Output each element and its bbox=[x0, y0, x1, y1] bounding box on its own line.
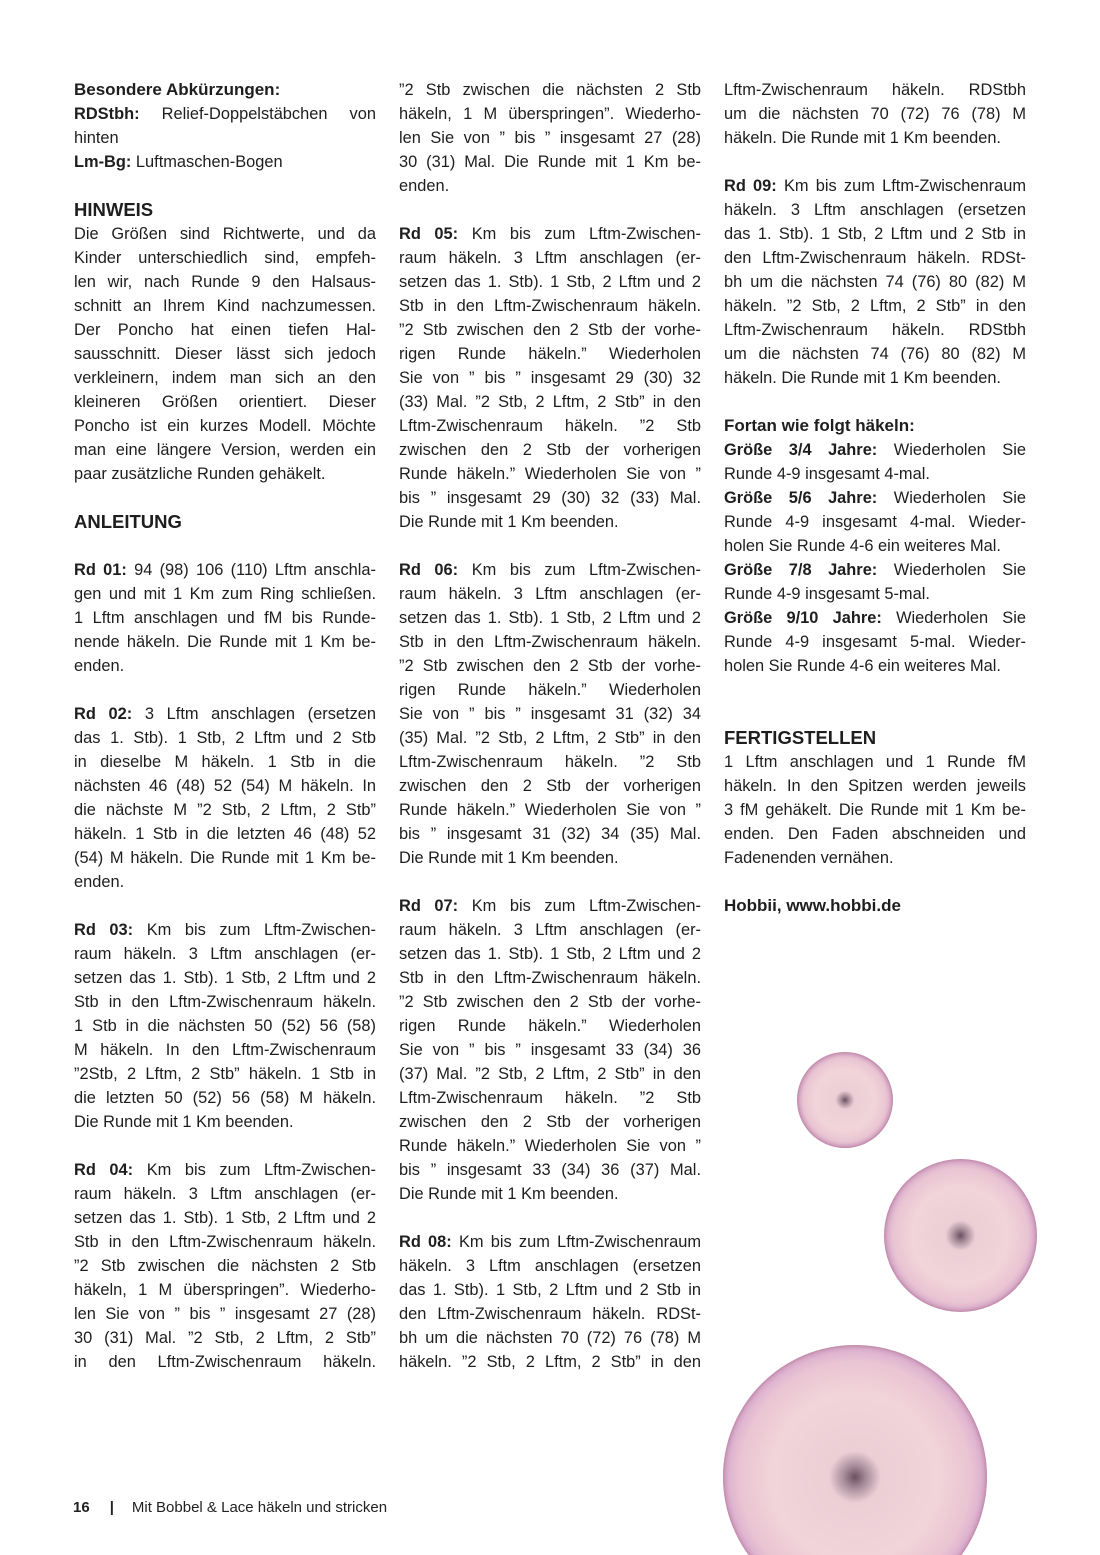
text-line bbox=[74, 750, 376, 774]
text-line bbox=[724, 462, 1026, 486]
term-label: Größe 5/6 Jahre: bbox=[724, 489, 878, 507]
block-abbreviations bbox=[74, 78, 376, 174]
text-line bbox=[399, 1038, 701, 1062]
term-label: Rd 06: bbox=[399, 561, 459, 579]
line-text: paar zusätzliche Runden gehäkelt. bbox=[74, 465, 326, 483]
line-text: Runde 4-9 insgesamt 5-mal. Wieder- bbox=[724, 633, 1026, 651]
line-text: Runde 4-9 insgesamt 5-mal. bbox=[724, 585, 930, 603]
block-rd07 bbox=[399, 894, 701, 1206]
text-column-2 bbox=[399, 78, 701, 1374]
block-rd01 bbox=[74, 558, 376, 678]
line-text: Runde 4-9 insgesamt 4-mal. Wieder- bbox=[724, 513, 1026, 531]
block-rd04 bbox=[74, 1158, 376, 1374]
text-line bbox=[74, 1062, 376, 1086]
text-line bbox=[74, 1302, 376, 1326]
text-line bbox=[399, 150, 701, 174]
line-text: Runde häkeln.” Wiederholen Sie von ” bbox=[399, 465, 701, 483]
text-line bbox=[724, 582, 1026, 606]
text-line bbox=[74, 918, 376, 942]
text-line bbox=[724, 630, 1026, 654]
section-heading: Besondere Abkürzungen: bbox=[74, 80, 281, 99]
line-text: Lftm-Zwischenraum häkeln. RDStbh bbox=[724, 81, 1026, 99]
text-line bbox=[74, 870, 376, 894]
text-line bbox=[399, 678, 701, 702]
line-text: Poncho ist ein kurzes Modell. Möchte bbox=[74, 417, 376, 435]
line-text: Sie von ” bis ” insgesamt 31 (32) 34 bbox=[399, 705, 701, 723]
text-line bbox=[724, 510, 1026, 534]
line-text: rigen Runde häkeln.” Wiederholen bbox=[399, 1017, 701, 1035]
line-text: (35) Mal. ”2 Stb, 2 Lftm, 2 Stb” in den bbox=[399, 729, 701, 747]
line-text: M häkeln. In den Lftm-Zwischenraum bbox=[74, 1041, 376, 1059]
text-line bbox=[724, 246, 1026, 270]
text-line bbox=[724, 822, 1026, 846]
text-line bbox=[399, 486, 701, 510]
line-text: Km bis zum Lftm-Zwischenraum bbox=[783, 177, 1026, 195]
line-text: 1 Lftm anschlagen und 1 Runde fM bbox=[724, 753, 1026, 771]
line-text: häkeln. Die Runde mit 1 Km beenden. bbox=[724, 369, 1001, 387]
term-label: Rd 03: bbox=[74, 921, 134, 939]
text-line bbox=[74, 702, 376, 726]
text-line bbox=[399, 438, 701, 462]
line-text: das 1. Stb). 1 Stb, 2 Lftm und 2 Stb in bbox=[399, 1281, 701, 1299]
term-label: Rd 02: bbox=[74, 705, 133, 723]
text-line bbox=[74, 1350, 376, 1374]
line-text: Runde 4-9 insgesamt 4-mal. bbox=[724, 465, 930, 483]
text-line bbox=[724, 606, 1026, 630]
line-text: raum häkeln. 3 Lftm anschlagen (er- bbox=[399, 585, 701, 603]
footer-separator: | bbox=[109, 1499, 114, 1516]
line-text: schnitt an Ihrem Kind nachzumessen. bbox=[74, 297, 376, 315]
line-text: sausschnitt. Dieser lässt sich jedoch bbox=[74, 345, 376, 363]
text-line bbox=[399, 1158, 701, 1182]
text-line bbox=[399, 1086, 701, 1110]
line-text: Km bis zum Lftm-Zwischen- bbox=[471, 897, 701, 915]
text-line bbox=[724, 222, 1026, 246]
line-text: 3 Lftm anschlagen (ersetzen bbox=[144, 705, 377, 723]
text-line bbox=[74, 942, 376, 966]
line-text: häkeln. Die Runde mit 1 Km beenden. bbox=[724, 129, 1001, 147]
block-rd02 bbox=[74, 702, 376, 894]
line-text: Luftmaschen-Bogen bbox=[135, 153, 283, 171]
text-line bbox=[724, 750, 1026, 774]
line-text: (37) Mal. ”2 Stb, 2 Lftm, 2 Stb” in den bbox=[399, 1065, 701, 1083]
text-line bbox=[74, 966, 376, 990]
text-line bbox=[399, 1230, 701, 1254]
text-line bbox=[74, 558, 376, 582]
text-line bbox=[724, 534, 1026, 558]
line-text: len Sie von ” bis ” insgesamt 27 (28) bbox=[74, 1305, 376, 1323]
term-label: Größe 3/4 Jahre: bbox=[724, 441, 878, 459]
line-text: len Sie von ” bis ” insgesamt 27 (28) bbox=[399, 129, 701, 147]
text-line bbox=[74, 1158, 376, 1182]
section-heading: Fortan wie folgt häkeln: bbox=[724, 416, 915, 435]
line-text: nende häkeln. Die Runde mit 1 Km be- bbox=[74, 633, 376, 651]
yarn-cake-small-image bbox=[797, 1052, 893, 1148]
line-text: Relief-Doppelstäbchen von bbox=[161, 105, 376, 123]
block-hinweis bbox=[74, 198, 376, 486]
page-number: 16 bbox=[73, 1499, 90, 1516]
line-text: ”2Stb, 2 Lftm, 2 Stb” häkeln. 1 Stb in bbox=[74, 1065, 376, 1083]
line-text: häkeln, 1 M überspringen”. Wiederho- bbox=[74, 1281, 376, 1299]
line-text: zwischen den 2 Stb der vorherigen bbox=[399, 1113, 701, 1131]
text-line bbox=[399, 654, 701, 678]
line-text: kleineren Größen orientiert. Dieser bbox=[74, 393, 376, 411]
text-line bbox=[74, 222, 376, 246]
line-text: enden. Den Faden abschneiden und bbox=[724, 825, 1026, 843]
text-line bbox=[724, 798, 1026, 822]
text-line bbox=[724, 126, 1026, 150]
text-line bbox=[74, 630, 376, 654]
text-line bbox=[724, 366, 1026, 390]
line-text: Stb in den Lftm-Zwischenraum häkeln. bbox=[399, 969, 701, 987]
text-line bbox=[399, 990, 701, 1014]
block-rd06 bbox=[399, 558, 701, 870]
text-line bbox=[399, 822, 701, 846]
line-text: raum häkeln. 3 Lftm anschlagen (er- bbox=[399, 921, 701, 939]
line-text: verkleinern, indem man sich an den bbox=[74, 369, 376, 387]
line-text: bh um die nächsten 70 (72) 76 (78) M bbox=[399, 1329, 701, 1347]
text-line bbox=[399, 582, 701, 606]
text-line bbox=[74, 1086, 376, 1110]
text-line bbox=[74, 438, 376, 462]
block-rd04-cont bbox=[399, 78, 701, 198]
term-label: Rd 05: bbox=[399, 225, 459, 243]
text-line bbox=[399, 1110, 701, 1134]
line-text: den Lftm-Zwischenraum häkeln. RDSt- bbox=[399, 1305, 701, 1323]
text-line bbox=[399, 942, 701, 966]
line-text: bh um die nächsten 74 (76) 80 (82) M bbox=[724, 273, 1026, 291]
line-text: nächsten 46 (48) 52 (54) M häkeln. In bbox=[74, 777, 376, 795]
line-text: in dieselbe M häkeln. 1 Stb in die bbox=[74, 753, 376, 771]
text-line bbox=[74, 462, 376, 486]
text-line bbox=[399, 174, 701, 198]
text-line bbox=[74, 390, 376, 414]
line-text: Wiederholen Sie bbox=[896, 609, 1026, 627]
line-text: die nächste M ”2 Stb, 2 Lftm, 2 Stb” bbox=[74, 801, 376, 819]
line-text: Die Größen sind Richtwerte, und da bbox=[74, 225, 376, 243]
text-line bbox=[399, 270, 701, 294]
section-heading: HINWEIS bbox=[74, 199, 154, 220]
text-column-1 bbox=[74, 78, 376, 1374]
block-rd08 bbox=[399, 1230, 701, 1374]
text-line bbox=[399, 846, 701, 870]
line-text: Km bis zum Lftm-Zwischenraum bbox=[458, 1233, 701, 1251]
line-text: Die Runde mit 1 Km beenden. bbox=[399, 1185, 619, 1203]
line-text: Die Runde mit 1 Km beenden. bbox=[74, 1113, 294, 1131]
term-label: Größe 9/10 Jahre: bbox=[724, 609, 882, 627]
text-line bbox=[74, 294, 376, 318]
line-text: setzen das 1. Stb). 1 Stb, 2 Lftm und 2 bbox=[399, 609, 701, 627]
line-text: holen Sie Runde 4-6 ein weiteres Mal. bbox=[724, 537, 1001, 555]
line-text: hinten bbox=[74, 129, 119, 147]
text-line bbox=[399, 510, 701, 534]
text-line bbox=[399, 126, 701, 150]
block-fortan bbox=[724, 414, 1026, 678]
text-line bbox=[74, 270, 376, 294]
text-line bbox=[74, 846, 376, 870]
yarn-cake-medium-image bbox=[884, 1159, 1037, 1312]
text-line bbox=[399, 966, 701, 990]
line-text: Lftm-Zwischenraum häkeln. ”2 Stb bbox=[399, 417, 701, 435]
text-line bbox=[74, 1254, 376, 1278]
line-text: (33) Mal. ”2 Stb, 2 Lftm, 2 Stb” in den bbox=[399, 393, 701, 411]
line-text: Der Poncho hat einen tiefen Hal- bbox=[74, 321, 376, 339]
line-text: häkeln. ”2 Stb, 2 Lftm, 2 Stb” in den bbox=[724, 297, 1026, 315]
line-text: Kinder unterschiedlich sind, empfeh- bbox=[74, 249, 376, 267]
text-line bbox=[724, 270, 1026, 294]
text-line bbox=[399, 1278, 701, 1302]
line-text: setzen das 1. Stb). 1 Stb, 2 Lftm und 2 bbox=[399, 273, 701, 291]
text-line bbox=[399, 1134, 701, 1158]
line-text: Km bis zum Lftm-Zwischen- bbox=[146, 921, 376, 939]
text-line bbox=[724, 102, 1026, 126]
line-text: Wiederholen Sie bbox=[893, 441, 1026, 459]
line-text: zwischen den 2 Stb der vorherigen bbox=[399, 777, 701, 795]
section-heading: ANLEITUNG bbox=[74, 511, 182, 532]
term-label: Rd 08: bbox=[399, 1233, 452, 1251]
line-text: bis ” insgesamt 29 (30) 32 (33) Mal. bbox=[399, 489, 701, 507]
line-text: Die Runde mit 1 Km beenden. bbox=[399, 513, 619, 531]
text-line bbox=[399, 1302, 701, 1326]
line-text: Sie von ” bis ” insgesamt 29 (30) 32 bbox=[399, 369, 701, 387]
text-column-3 bbox=[724, 78, 1026, 918]
text-line bbox=[74, 1038, 376, 1062]
text-line bbox=[74, 582, 376, 606]
line-text: häkeln, 1 M überspringen”. Wiederho- bbox=[399, 105, 701, 123]
line-text: enden. bbox=[74, 873, 125, 891]
line-text: 30 (31) Mal. Die Runde mit 1 Km be- bbox=[399, 153, 701, 171]
line-text: setzen das 1. Stb). 1 Stb, 2 Lftm und 2 bbox=[74, 1209, 376, 1227]
text-line bbox=[74, 822, 376, 846]
text-line bbox=[74, 1110, 376, 1134]
line-text: ”2 Stb zwischen den 2 Stb der vorhe- bbox=[399, 993, 701, 1011]
line-text: gen und mit 1 Km zum Ring schließen. bbox=[74, 585, 376, 603]
line-text: 1 Lftm anschlagen und fM bis Runde- bbox=[74, 609, 376, 627]
text-line bbox=[74, 1014, 376, 1038]
line-text: Runde häkeln.” Wiederholen Sie von ” bbox=[399, 1137, 701, 1155]
text-line bbox=[74, 798, 376, 822]
line-text: raum häkeln. 3 Lftm anschlagen (er- bbox=[399, 249, 701, 267]
section-heading: Hobbii, www.hobbi.de bbox=[724, 896, 901, 915]
line-text: Stb in den Lftm-Zwischenraum häkeln. bbox=[74, 993, 376, 1011]
line-text: Lftm-Zwischenraum häkeln. ”2 Stb bbox=[399, 1089, 701, 1107]
line-text: Stb in den Lftm-Zwischenraum häkeln. bbox=[399, 297, 701, 315]
text-line bbox=[399, 294, 701, 318]
term-label: Rd 07: bbox=[399, 897, 459, 915]
line-text: Stb in den Lftm-Zwischenraum häkeln. bbox=[399, 633, 701, 651]
line-text: 1 Stb in die nächsten 50 (52) 56 (58) bbox=[74, 1017, 376, 1035]
text-line bbox=[399, 918, 701, 942]
line-text: Runde häkeln.” Wiederholen Sie von ” bbox=[399, 801, 701, 819]
text-line bbox=[399, 102, 701, 126]
text-line bbox=[74, 774, 376, 798]
line-text: setzen das 1. Stb). 1 Stb, 2 Lftm und 2 bbox=[74, 969, 376, 987]
text-line bbox=[399, 606, 701, 630]
text-line bbox=[399, 774, 701, 798]
text-line bbox=[399, 1350, 701, 1374]
text-line bbox=[74, 126, 376, 150]
term-label: Lm-Bg: bbox=[74, 153, 132, 171]
text-line bbox=[399, 894, 701, 918]
line-text: holen Sie Runde 4-6 ein weiteres Mal. bbox=[724, 657, 1001, 675]
text-line bbox=[724, 774, 1026, 798]
text-line bbox=[724, 486, 1026, 510]
term-label: RDStbh: bbox=[74, 105, 140, 123]
text-line bbox=[399, 1182, 701, 1206]
text-line bbox=[399, 1014, 701, 1038]
block-rd09 bbox=[724, 174, 1026, 390]
text-line bbox=[399, 1254, 701, 1278]
line-text: ”2 Stb zwischen die nächsten 2 Stb bbox=[399, 81, 701, 99]
text-line bbox=[399, 726, 701, 750]
text-line bbox=[74, 102, 376, 126]
term-label: Rd 04: bbox=[74, 1161, 134, 1179]
line-text: man eine längere Version, werden ein bbox=[74, 441, 376, 459]
line-text: die letzten 50 (52) 56 (58) M häkeln. bbox=[74, 1089, 376, 1107]
text-line bbox=[724, 294, 1026, 318]
block-credit bbox=[724, 894, 1026, 918]
line-text: enden. bbox=[399, 177, 450, 195]
line-text: das 1. Stb). 1 Stb, 2 Lftm und 2 Stb bbox=[74, 729, 376, 747]
text-line bbox=[74, 1278, 376, 1302]
text-line bbox=[74, 366, 376, 390]
text-line bbox=[724, 318, 1026, 342]
block-fertigstellen bbox=[724, 726, 1026, 870]
line-text: um die nächsten 74 (76) 80 (82) M bbox=[724, 345, 1026, 363]
yarn-cake-large-image bbox=[723, 1345, 987, 1555]
line-text: Wiederholen Sie bbox=[893, 561, 1026, 579]
text-line bbox=[724, 174, 1026, 198]
text-line bbox=[399, 390, 701, 414]
text-line bbox=[399, 78, 701, 102]
text-line bbox=[399, 342, 701, 366]
text-line bbox=[74, 342, 376, 366]
text-line bbox=[399, 702, 701, 726]
line-text: bis ” insgesamt 31 (32) 34 (35) Mal. bbox=[399, 825, 701, 843]
line-text: Wiederholen Sie bbox=[893, 489, 1026, 507]
line-text: enden. bbox=[74, 657, 125, 675]
line-text: Fadenenden vernähen. bbox=[724, 849, 894, 867]
text-line bbox=[74, 414, 376, 438]
text-line bbox=[724, 78, 1026, 102]
line-text: um die nächsten 70 (72) 76 (78) M bbox=[724, 105, 1026, 123]
line-text: häkeln. 3 Lftm anschlagen (ersetzen bbox=[399, 1257, 701, 1275]
term-label: Rd 09: bbox=[724, 177, 777, 195]
line-text: 30 (31) Mal. ”2 Stb, 2 Lftm, 2 Stb” bbox=[74, 1329, 376, 1347]
line-text: 3 fM gehäkelt. Die Runde mit 1 Km be- bbox=[724, 801, 1026, 819]
line-text: Km bis zum Lftm-Zwischen- bbox=[146, 1161, 376, 1179]
text-line bbox=[399, 1062, 701, 1086]
line-text: bis ” insgesamt 33 (34) 36 (37) Mal. bbox=[399, 1161, 701, 1179]
text-line bbox=[399, 750, 701, 774]
line-text: raum häkeln. 3 Lftm anschlagen (er- bbox=[74, 945, 376, 963]
text-line bbox=[74, 606, 376, 630]
text-line bbox=[74, 1230, 376, 1254]
line-text: rigen Runde häkeln.” Wiederholen bbox=[399, 681, 701, 699]
line-text: 94 (98) 106 (110) Lftm anschla- bbox=[134, 561, 376, 579]
block-rd05 bbox=[399, 222, 701, 534]
text-line bbox=[399, 246, 701, 270]
line-text: len wir, nach Runde 9 den Halsaus- bbox=[74, 273, 376, 291]
text-line bbox=[399, 798, 701, 822]
line-text: Lftm-Zwischenraum häkeln. ”2 Stb bbox=[399, 753, 701, 771]
text-line bbox=[399, 318, 701, 342]
text-line bbox=[399, 630, 701, 654]
text-line bbox=[724, 654, 1026, 678]
line-text: Km bis zum Lftm-Zwischen- bbox=[471, 225, 701, 243]
text-line bbox=[724, 198, 1026, 222]
text-line bbox=[399, 366, 701, 390]
block-rd08-cont bbox=[724, 78, 1026, 150]
text-line bbox=[399, 462, 701, 486]
text-line bbox=[724, 558, 1026, 582]
line-text: Lftm-Zwischenraum häkeln. RDStbh bbox=[724, 321, 1026, 339]
text-line bbox=[724, 438, 1026, 462]
term-label: Rd 01: bbox=[74, 561, 127, 579]
line-text: Km bis zum Lftm-Zwischen- bbox=[471, 561, 701, 579]
text-line bbox=[74, 1182, 376, 1206]
line-text: zwischen den 2 Stb der vorherigen bbox=[399, 441, 701, 459]
line-text: Die Runde mit 1 Km beenden. bbox=[399, 849, 619, 867]
text-line bbox=[399, 558, 701, 582]
text-line bbox=[399, 1326, 701, 1350]
line-text: Stb in den Lftm-Zwischenraum häkeln. bbox=[74, 1233, 376, 1251]
text-line bbox=[74, 318, 376, 342]
line-text: häkeln. 1 Stb in die letzten 46 (48) 52 bbox=[74, 825, 376, 843]
line-text: häkeln. In den Spitzen werden jeweils bbox=[724, 777, 1026, 795]
line-text: (54) M häkeln. Die Runde mit 1 Km be- bbox=[74, 849, 376, 867]
section-heading: FERTIGSTELLEN bbox=[724, 727, 877, 748]
block-rd03 bbox=[74, 918, 376, 1134]
line-text: den Lftm-Zwischenraum häkeln. RDSt- bbox=[724, 249, 1026, 267]
line-text: raum häkeln. 3 Lftm anschlagen (er- bbox=[74, 1185, 376, 1203]
text-line bbox=[74, 726, 376, 750]
block-anleitung bbox=[74, 510, 376, 534]
text-line bbox=[74, 990, 376, 1014]
line-text: ”2 Stb zwischen den 2 Stb der vorhe- bbox=[399, 657, 701, 675]
line-text: Sie von ” bis ” insgesamt 33 (34) 36 bbox=[399, 1041, 701, 1059]
page-footer bbox=[73, 1497, 387, 1519]
line-text: häkeln. 3 Lftm anschlagen (ersetzen bbox=[724, 201, 1026, 219]
text-line bbox=[74, 654, 376, 678]
text-line bbox=[724, 342, 1026, 366]
line-text: häkeln. ”2 Stb, 2 Lftm, 2 Stb” in den bbox=[399, 1353, 701, 1371]
text-line bbox=[399, 222, 701, 246]
line-text: ”2 Stb zwischen den 2 Stb der vorhe- bbox=[399, 321, 701, 339]
text-line bbox=[74, 1326, 376, 1350]
line-text: setzen das 1. Stb). 1 Stb, 2 Lftm und 2 bbox=[399, 945, 701, 963]
term-label: Größe 7/8 Jahre: bbox=[724, 561, 878, 579]
line-text: in den Lftm-Zwischenraum häkeln. bbox=[74, 1353, 376, 1371]
book-title: Mit Bobbel & Lace häkeln und stricken bbox=[131, 1499, 388, 1516]
text-line bbox=[724, 846, 1026, 870]
text-line bbox=[74, 1206, 376, 1230]
line-text: ”2 Stb zwischen die nächsten 2 Stb bbox=[74, 1257, 376, 1275]
text-line bbox=[74, 246, 376, 270]
text-line bbox=[399, 414, 701, 438]
line-text: das 1. Stb). 1 Stb, 2 Lftm und 2 Stb in bbox=[724, 225, 1026, 243]
line-text: rigen Runde häkeln.” Wiederholen bbox=[399, 345, 701, 363]
text-line bbox=[74, 150, 376, 174]
